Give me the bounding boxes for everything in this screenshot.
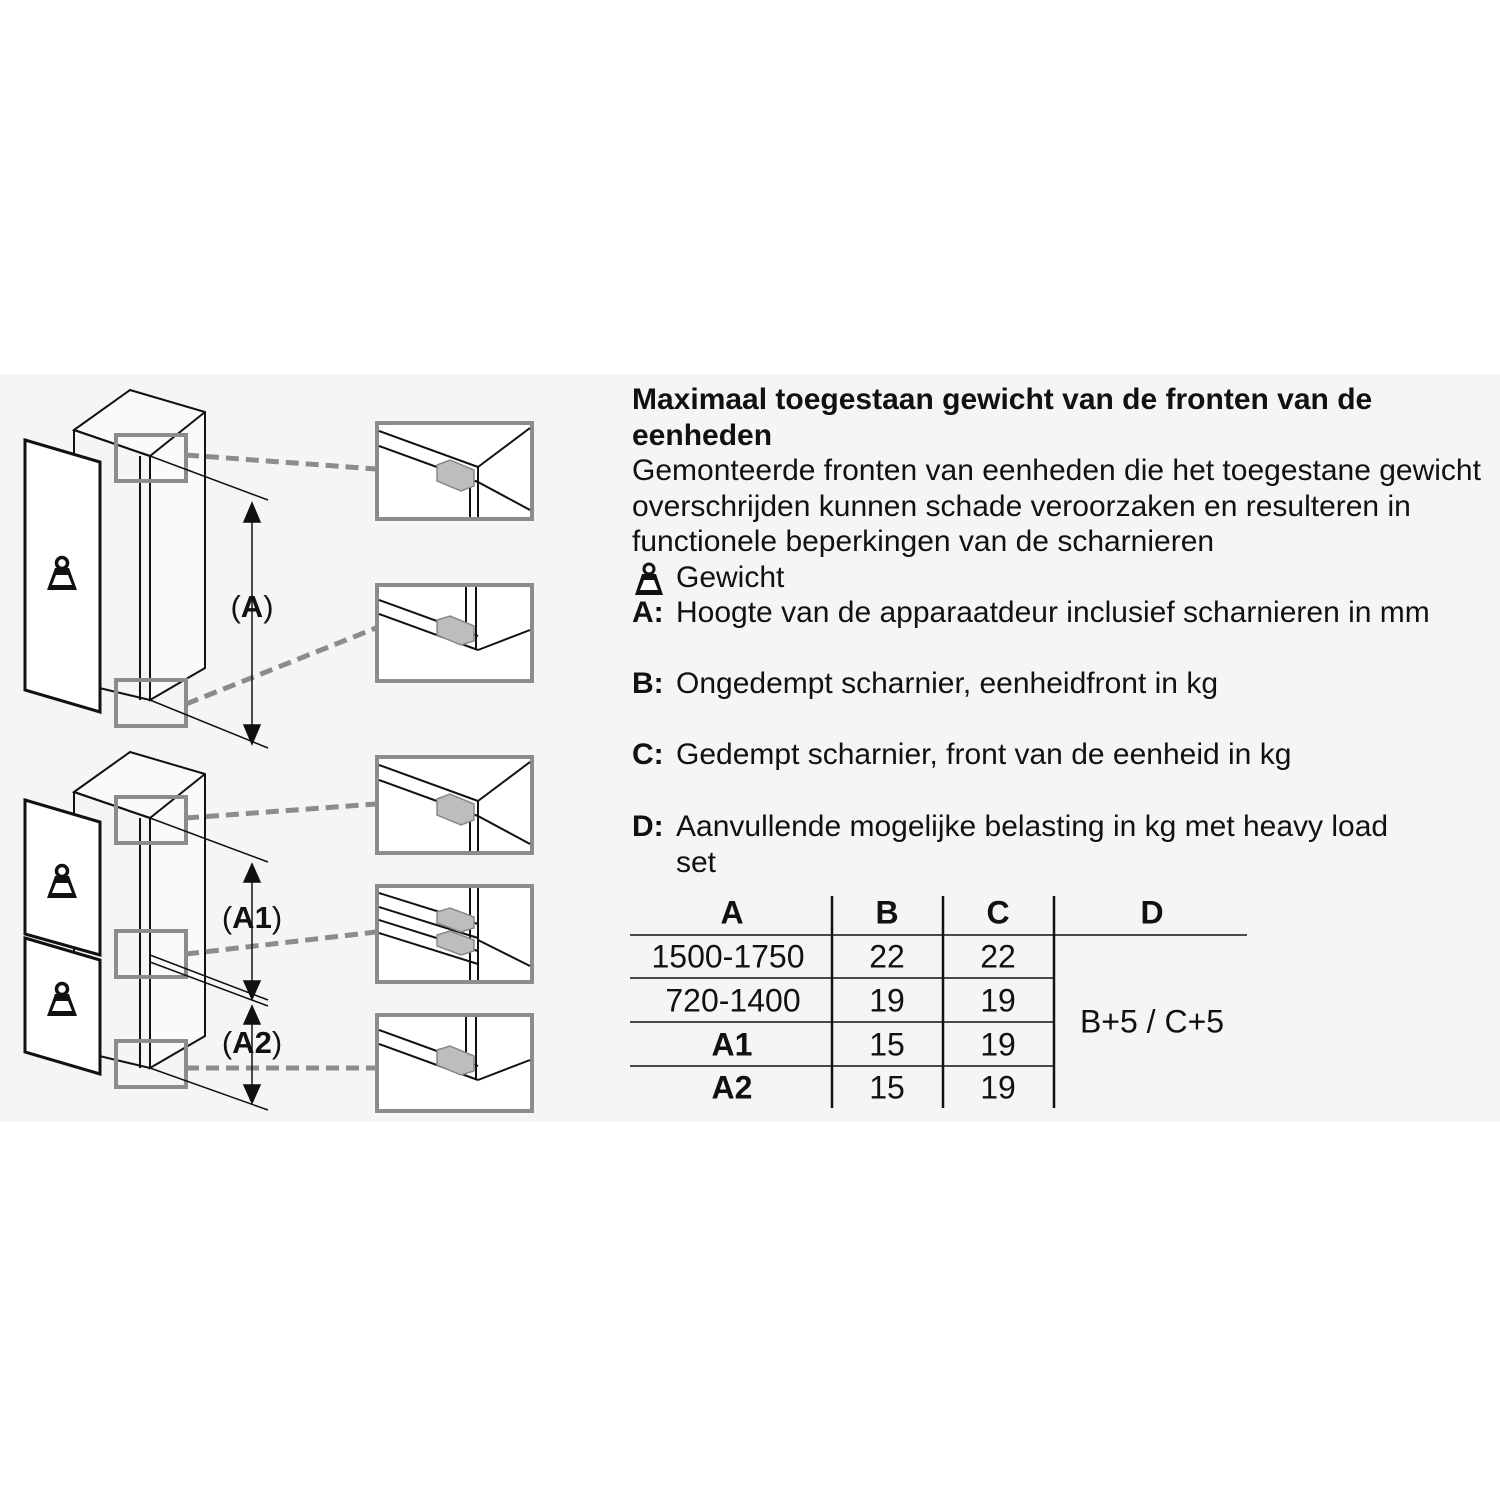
open-paren: ( [230, 589, 241, 624]
legend-a-text: Hoogte van de apparaatdeur inclusief scharnieren in mm [676, 596, 1430, 629]
table-cell-a: A1 [711, 1026, 753, 1063]
dimension-a-text: A [240, 589, 264, 624]
table-cell-b: 22 [869, 938, 905, 975]
detail-view-middle [377, 886, 532, 982]
detail-view-top-1 [377, 423, 532, 519]
dimension-label-a [230, 589, 273, 625]
dimension-a2-text: A2 [232, 1025, 272, 1060]
table-cell-b: 15 [869, 1069, 905, 1106]
table-cell-c: 22 [980, 938, 1016, 975]
legend-c-text: Gedempt scharnier, front van de eenheid in kg [676, 738, 1292, 771]
table-header-b: B [875, 894, 899, 931]
table-header-d: D [1140, 894, 1164, 931]
table-cell-b: 15 [869, 1026, 905, 1063]
close-paren: ) [271, 1025, 283, 1060]
close-paren: ) [271, 900, 283, 935]
detail-view-bottom-2 [377, 1015, 532, 1111]
table-cell-c: 19 [980, 1069, 1016, 1106]
intro-paragraph: Gemonteerde fronten van eenheden die het toegestane gewicht overschrijden kunnen schade veroorzaken en resulteren in functionele beperkingen van de scharnieren [632, 454, 1481, 558]
detail-view-bottom-1 [377, 585, 532, 681]
table-cell-c: 19 [980, 1026, 1016, 1063]
open-paren: ( [221, 900, 233, 935]
detail-view-top-2 [377, 757, 532, 853]
legend-c-key: C: [632, 738, 664, 771]
legend-d-text: Aanvullende mogelijke belasting in kg met heavy load set [676, 810, 1389, 879]
table-cell-a: A2 [711, 1069, 753, 1106]
legend-weight-label: Gewicht [676, 561, 785, 594]
table-cell-b: 19 [869, 982, 905, 1019]
leader-lines [186, 455, 376, 1068]
legend-d-key: D: [632, 810, 664, 843]
weight-icon [632, 562, 666, 598]
table-cell-c: 19 [980, 982, 1016, 1019]
legend-b-key: B: [632, 667, 664, 700]
dimension-label-a2 [222, 1025, 282, 1061]
table-cell-a: 720-1400 [665, 982, 801, 1019]
page-title: Maximaal toegestaan gewicht van de fronten van de eenheden [632, 383, 1373, 452]
table-cell-a: 1500-1750 [651, 938, 805, 975]
table-header-c: C [986, 894, 1010, 931]
open-paren: ( [221, 1025, 233, 1060]
legend-b-text: Ongedempt scharnier, eenheidfront in kg [676, 667, 1219, 700]
dimension-a1-text: A1 [232, 900, 272, 935]
table-cell-d-merged: B+5 / C+5 [1079, 1003, 1225, 1040]
close-paren: ) [263, 589, 274, 624]
dimension-label-a1 [222, 900, 282, 936]
legend-a-key: A: [632, 596, 664, 629]
table-header-a: A [720, 894, 744, 931]
